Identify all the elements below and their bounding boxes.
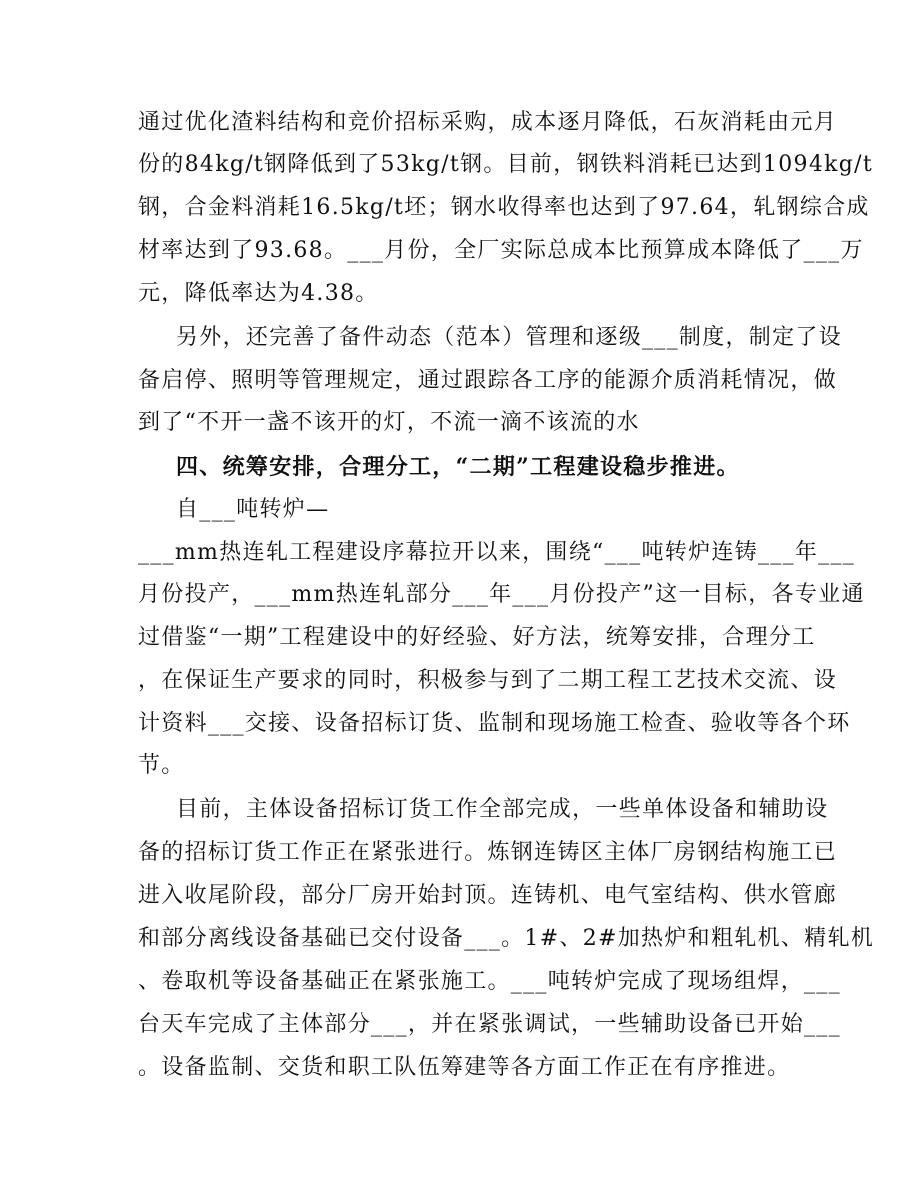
paragraph-3-first-line: 自___吨转炉— (176, 497, 330, 522)
paragraph-1-line-4: 材率达到了93.68。___月份，全厂实际总成本比预算成本降低了___万 (138, 238, 864, 263)
paragraph-2-line-1: 另外，还完善了备件动态（范本）管理和逐级___制度，制定了设 (176, 325, 843, 350)
paragraph-1-line-1: 通过优化渣料结构和竞价招标采购，成本逐月降低，石灰消耗由元月 (138, 110, 838, 135)
paragraph-4-line-5: 、卷取机等设备基础正在紧张施工。___吨转炉完成了现场组焊，___ (138, 969, 841, 994)
paragraph-2-line-2: 备启停、照明等管理规定，通过跟踪各工序的能源介质消耗情况，做 (138, 368, 838, 393)
paragraph-4-line-3: 进入收尾阶段，部分厂房开始封顶。连铸机、电气室结构、供水管廊 (138, 883, 838, 908)
paragraph-1-line-3: 钢，合金料消耗16.5kg/t坯；钢水收得率也达到了97.64，轧钢综合成 (138, 195, 870, 220)
paragraph-2-line-3: 到了“不开一盏不该开的灯，不流一滴不该流的水 (138, 410, 640, 435)
paragraph-4-line-4: 和部分离线设备基础已交付设备___。1#、2#加热炉和粗轧机、精轧机 (138, 926, 875, 951)
paragraph-1-line-2: 份的84kg/t钢降低到了53kg/t钢。目前，钢铁料消耗已达到1094kg/t (138, 152, 873, 177)
paragraph-3-line-1: ___mm热连轧工程建设序幕拉开以来，围绕“___吨转炉连铸___年___ (138, 540, 856, 565)
paragraph-4-line-2: 备的招标订货工作正在紧张进行。炼钢连铸区主体厂房钢结构施工已 (138, 840, 838, 865)
paragraph-3-line-3: 过借鉴“一期”工程建设中的好经验、好方法，统筹安排，合理分工 (138, 625, 816, 650)
paragraph-1-line-5: 元，降低率达为4.38。 (138, 281, 379, 306)
paragraph-4-line-6: 台天车完成了主体部分___，并在紧张调试，一些辅助设备已开始___ (138, 1012, 841, 1037)
paragraph-3-line-5: 计资料___交接、设备招标订货、监制和现场施工检查、验收等各个环 (138, 711, 851, 736)
paragraph-3-line-4: ，在保证生产要求的同时，积极参与到了二期工程工艺技术交流、设 (138, 668, 838, 693)
section-heading: 四、统筹安排，合理分工，“二期”工程建设稳步推进。 (176, 454, 740, 480)
paragraph-4-line-1: 目前，主体设备招标订货工作全部完成，一些单体设备和辅助设 (176, 797, 829, 822)
paragraph-4-line-7: 。设备监制、交货和职工队伍筹建等各方面工作正在有序推进。 (138, 1055, 791, 1080)
paragraph-3-line-2: 月份投产，___mm热连轧部分___年___月份投产”这一目标，各专业通 (138, 582, 865, 607)
paragraph-3-line-6: 节。 (138, 753, 185, 778)
